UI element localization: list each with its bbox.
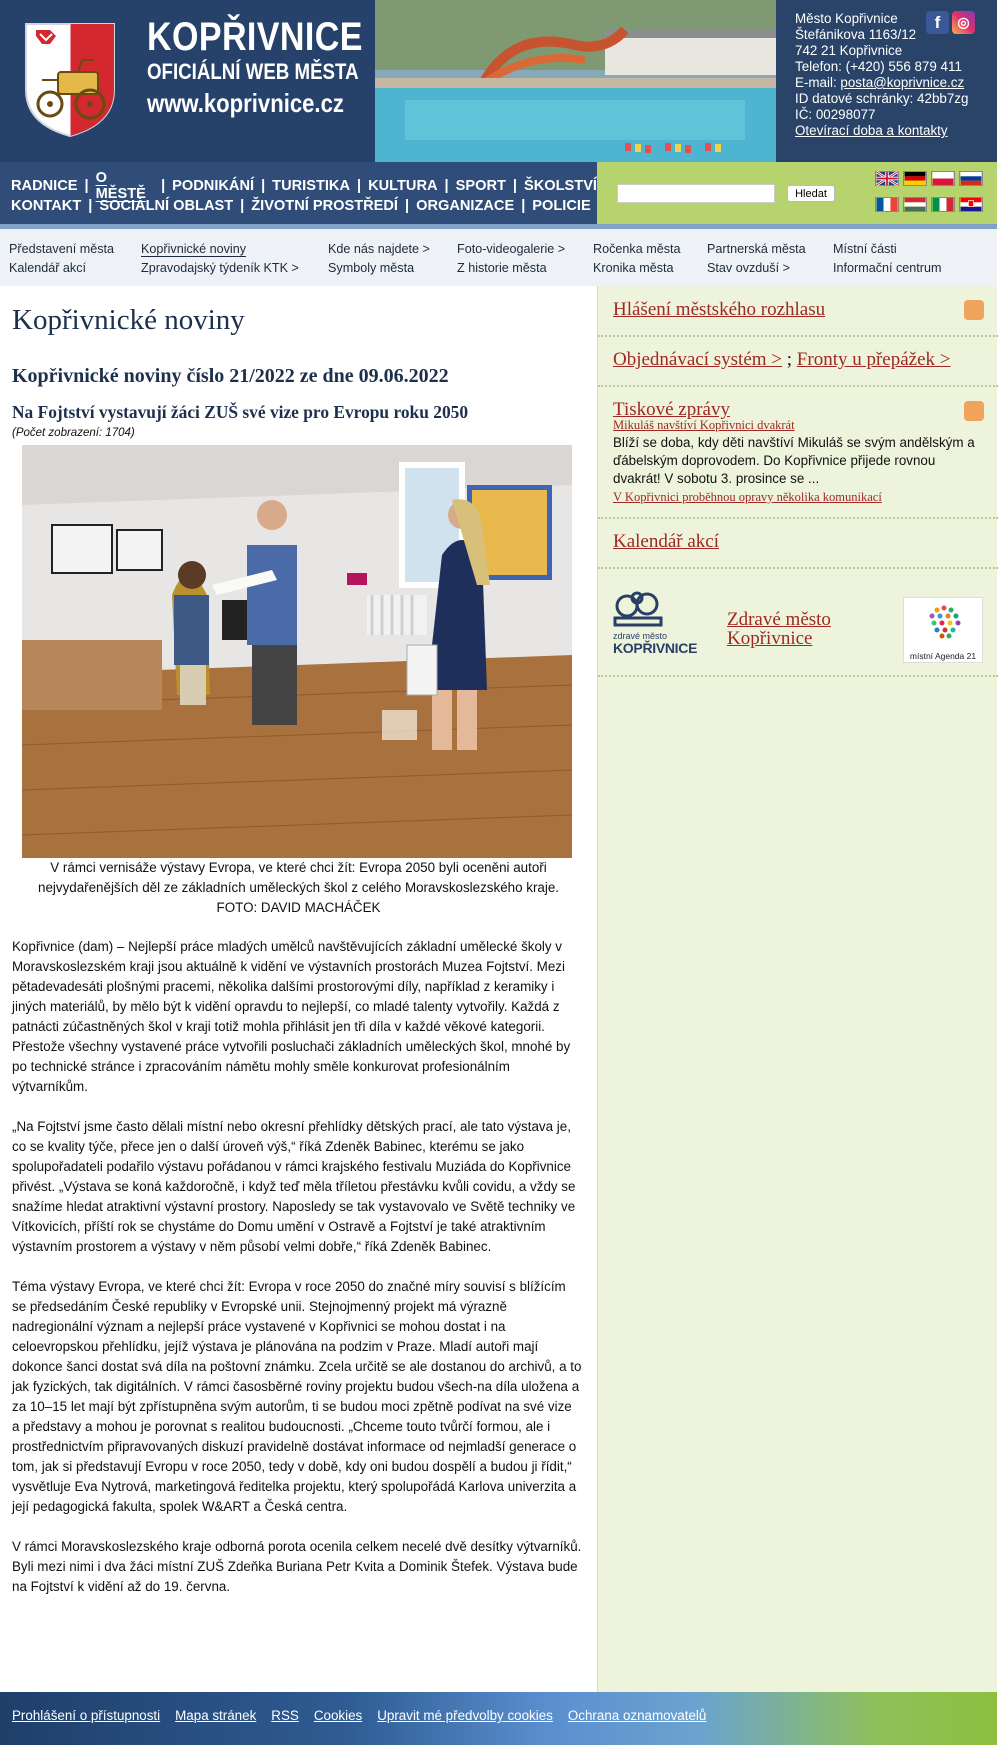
nav-radnice[interactable]: RADNICE <box>11 178 78 194</box>
healthy-city-logo-big: KOPŘIVNICE <box>613 640 698 656</box>
news-item-title[interactable]: Mikuláš navštíví Kopřivnici dvakrát <box>613 418 795 432</box>
photo-caption <box>0 858 597 918</box>
croatian-flag-icon[interactable] <box>959 197 983 212</box>
russian-flag-icon[interactable] <box>959 171 983 186</box>
sidebar <box>597 286 997 1692</box>
site-url: www.koprivnice.cz <box>147 88 344 118</box>
site-name <box>147 16 401 120</box>
nav-kontakt[interactable]: KONTAKT <box>11 198 82 214</box>
sidebar-radio-section <box>598 286 998 337</box>
french-flag-icon[interactable] <box>875 197 899 212</box>
subnav-informacni-centrum[interactable]: Informační centrum <box>833 261 942 275</box>
site-footer <box>0 1692 997 1745</box>
contact-email-row <box>795 75 968 91</box>
article-photo <box>22 445 572 858</box>
healthy-city-logo-small: zdravé město <box>613 631 668 641</box>
subnav-partnerska-mesta[interactable]: Partnerská města <box>707 242 806 256</box>
caption-line-1: V rámci vernisáže výstavy Evropa, ve které chci žít: Evropa 2050 byli oceněni autoři <box>50 860 547 875</box>
search-bar <box>597 162 997 224</box>
nav-policie[interactable]: POLICIE <box>532 198 591 214</box>
english-flag-icon[interactable] <box>875 171 899 186</box>
subnav-foto-videogalerie[interactable]: Foto-videogalerie > <box>457 242 566 256</box>
logo-block[interactable] <box>0 0 375 162</box>
instagram-icon[interactable]: ◎ <box>952 11 975 34</box>
hungarian-flag-icon[interactable] <box>903 197 927 212</box>
press-news-ticker <box>613 418 983 504</box>
footer-whistleblower-link[interactable]: Ochrana oznamovatelů <box>567 1708 707 1723</box>
page-title: Kopřivnické noviny <box>12 304 245 336</box>
header-photo-aquapark <box>375 0 776 162</box>
footer-links <box>12 1708 706 1723</box>
subnav-symboly-mesta[interactable]: Symboly města <box>328 261 415 275</box>
nav-podnikani[interactable]: PODNIKÁNÍ <box>172 178 255 194</box>
news-item-text: Blíží se doba, kdy děti navštíví Mikuláš se svým andělským a ďábelským doprovodem. Do Kopřivnice přijede rovnou dvakrát! V sobotu 3. prosince se ... <box>613 435 975 486</box>
footer-accessibility-link[interactable]: Prohlášení o přístupnosti <box>12 1708 161 1723</box>
article-paragraph: Kopřivnice (dam) – Nejlepší práce mladých umělců navštěvujících základní umělecké školy v Moravskoslezském kraji jsou aktuálně k vidění ve výstavních prostorách Muzea Fojtství. Mezi pětadevadesáti plošnými pracemi, několika dalšími prostorovými díly, například z keramiky i jiných materiálů, by mělo být k vidění opravdu to nejlepší, co mladé talenty vytvořily. Každá z patnácti zúčastněných škol v kraji totiž mohla přihlásit jen tři díla v každé věkové kategorii. Přestože všechny vystavené práce vytvořili posluchači základních uměleckých škol, mnohé by po technické stránce i zpracováním námětu mohly směle konkurovat profesionálním výtvarníkům. <box>12 939 571 1094</box>
booking-system-link[interactable]: Objednávací systém > <box>613 349 783 370</box>
article-title: Na Fojtství vystavují žáci ZUŠ své vize pro Evropu roku 2050 <box>12 402 469 422</box>
booking-separator: ; <box>786 349 793 370</box>
social-icons <box>926 11 975 34</box>
contact-zip: 742 21 Kopřivnice <box>795 43 903 58</box>
contact-name: Město Kopřivnice <box>795 11 898 26</box>
healthy-city-logo[interactable] <box>613 592 709 656</box>
contact-phone: Telefon: (+420) 556 879 411 <box>795 59 962 74</box>
agenda-21-dots-icon <box>904 598 984 646</box>
agenda-21-label: místní Agenda 21 <box>909 651 977 661</box>
sidebar-booking-section <box>598 337 998 387</box>
subnav-rocenka-mesta[interactable]: Ročenka města <box>593 242 681 256</box>
subnav-predstaveni-mesta[interactable]: Představení města <box>9 242 114 256</box>
polish-flag-icon[interactable] <box>931 171 955 186</box>
nav-kultura[interactable]: KULTURA <box>368 178 438 194</box>
article-paragraph: Téma výstavy Evropa, ve které chci žít: Evropa v roce 2050 do značné míry souvisí s blížícím se předsedáním České republiky v Evropské unii. Stejnojmenný projekt má výrazně nadregionální význam a nejlepší práce vystavené v Kopřivnici se mohou dostat i na celoevropskou přehlídku, jejíž výstava je plánována na podzim v Praze. Mladí autoři mají dokonce šanci dostat svá díla na poštovní známku. Zcela určitě se ale dostanou do archivů, a to jak fyzických, tak digitálních. V rámci časosběrné roviny projektu budou všech-na díla uložena a za 10–15 let mají být zpřístupněna svým autorům, ti se budou moci zpětně podívat na své vize a představy a mohou je porovnat s realitou budoucnosti. „Chceme touto tvůrčí formou, ale i prostřednictvím připravovaných diskuzí pravidelně dostávat informace od nejmladší generace o tom, jak si představují Evropu v roce 2050, tedy v době, kdy oni budou dospělí a budou ji řídit,“ vysvětluje Eva Nytrová, marketingová ředitelka projektu, který spolupořádá Karlova univerzita a její pedagogická fakulta, spolek W&ART a Česká centra. <box>12 1279 582 1514</box>
rss-icon[interactable] <box>964 300 984 320</box>
view-count: (Počet zobrazení: 1704) <box>12 427 135 439</box>
footer-cookie-preferences-link[interactable]: Upravit mé předvolby cookies <box>377 1708 553 1723</box>
local-agenda-21-logo[interactable] <box>903 597 983 663</box>
radio-announcements-link[interactable]: Hlášení městského rozhlasu <box>613 299 826 320</box>
email-label: E-mail: <box>795 75 841 90</box>
subnav-z-historie-mesta[interactable]: Z historie města <box>457 261 547 275</box>
nav-turistika[interactable]: TURISTIKA <box>272 178 350 194</box>
calendar-link[interactable]: Kalendář akcí <box>613 531 720 552</box>
footer-rss-link[interactable]: RSS <box>271 1708 299 1723</box>
subnav-kalendar-akci[interactable]: Kalendář akcí <box>9 261 87 275</box>
article-paragraph: „Na Fojtství jsme často dělali místní nebo okresní přehlídky dětských prací, ale tato výstava je, co se kvality týče, přece jen o další úroveň výš,“ říká Zdeněk Babinec, kterému se jako spolupořadateli podařilo výstavu pořádanou v rámci krajského festivalu Muziáda do Kopřivnice přivést. „Výstava se koná každoročně, i když teď měla tříletou přestávku kvůli covidu, a vždy se snažíme hledat atraktivní výstavní prostory. Naposledy se tak vystavovalo ve Světě techniky ve Vítkovicích, příští rok se chystáme do Domu umění v Ostravě a Fojtství je také atraktivním výstavním prostorem a výstavy v něm působí velmi dobře,“ říká Zdeněk Babinec. <box>12 1119 576 1254</box>
footer-sitemap-link[interactable]: Mapa stránek <box>175 1708 257 1723</box>
search-input[interactable] <box>617 184 775 203</box>
main-content <box>0 286 597 1692</box>
caption-line-2: nejvydařenějších děl ze základních uměleckých škol z celého Moravskoslezského kraje. <box>38 880 559 895</box>
news-item-title[interactable]: V Kopřivnici proběhnou opravy několika komunikací <box>613 490 882 504</box>
subnav-stav-ovzdusi[interactable]: Stav ovzduší > <box>707 261 790 275</box>
caption-credit: FOTO: DAVID MACHÁČEK <box>216 900 381 915</box>
italian-flag-icon[interactable] <box>931 197 955 212</box>
queues-link[interactable]: Fronty u přepážek > <box>796 349 951 370</box>
issue-title: Kopřivnické noviny číslo 21/2022 ze dne 09.06.2022 <box>12 365 449 387</box>
press-releases-link[interactable]: Tiskové zprávy <box>613 399 730 420</box>
sub-navigation <box>0 229 997 286</box>
facebook-icon[interactable]: f <box>926 11 949 34</box>
healthy-city-link[interactable]: Zdravé město Kopřivnice <box>727 609 831 649</box>
opening-hours-link[interactable]: Otevírací doba a kontakty <box>795 123 948 138</box>
nav-socialni-oblast[interactable]: SOCIÁLNÍ OBLAST <box>99 198 234 214</box>
nav-o-meste[interactable]: O MĚSTĚ <box>95 170 146 202</box>
nav-skolstvi[interactable]: ŠKOLSTVÍ <box>524 178 597 194</box>
healthy-city-logo-icon <box>613 592 663 626</box>
city-coat-of-arms-logo <box>22 20 118 138</box>
subnav-koprivnicke-noviny[interactable]: Kopřivnické noviny <box>141 242 246 256</box>
sidebar-calendar-section <box>598 519 998 569</box>
contact-databox: ID datové schránky: 42bb7zg <box>795 91 969 106</box>
main-nav-row-1: RADNICE | O MĚSTĚ | PODNIKÁNÍ | TURISTIKA | KULTURA | SPORT | ŠKOLSTVÍ <box>11 170 597 202</box>
nav-organizace[interactable]: ORGANIZACE <box>416 198 515 214</box>
subnav-kde-nas-najdete[interactable]: Kde nás najdete > <box>328 242 430 256</box>
site-subtitle: OFICIÁLNÍ WEB MĚSTA <box>147 59 359 84</box>
search-button[interactable]: Hledat <box>787 185 835 202</box>
subnav-zpravodajsky-tydenik[interactable]: Zpravodajský týdeník KTK > <box>141 261 299 275</box>
main-nav-row-2: KONTAKT | SOCIÁLNÍ OBLAST | ŽIVOTNÍ PROSTŘEDÍ | ORGANIZACE | POLICIE <box>11 198 591 214</box>
contact-ico: IČ: 00298077 <box>795 107 876 122</box>
email-link[interactable]: posta@koprivnice.cz <box>840 75 965 90</box>
footer-cookies-link[interactable]: Cookies <box>313 1708 363 1723</box>
contact-street: Štefánikova 1163/12 <box>795 27 917 42</box>
city-name: KOPŘIVNICE <box>147 15 363 59</box>
subnav-kronika-mesta[interactable]: Kronika města <box>593 261 674 275</box>
main-navigation <box>0 162 597 224</box>
article-paragraph: V rámci Moravskoslezského kraje odborná porota ocenila celkem necelé dvě desítky výtvarníků. Byli mezi nimi i dva žáci místní ZUŠ Zdeňka Buriana Petr Kvita a Dominik Štefek. Výstava bude na Fojtství k vidění až do 19. června. <box>12 1539 582 1594</box>
german-flag-icon[interactable] <box>903 171 927 186</box>
site-header <box>0 0 997 162</box>
subnav-mistni-casti[interactable]: Místní části <box>833 242 897 256</box>
nav-sport[interactable]: SPORT <box>455 178 506 194</box>
nav-zivotni-prostredi[interactable]: ŽIVOTNÍ PROSTŘEDÍ <box>251 198 398 214</box>
article-body <box>12 937 582 1617</box>
